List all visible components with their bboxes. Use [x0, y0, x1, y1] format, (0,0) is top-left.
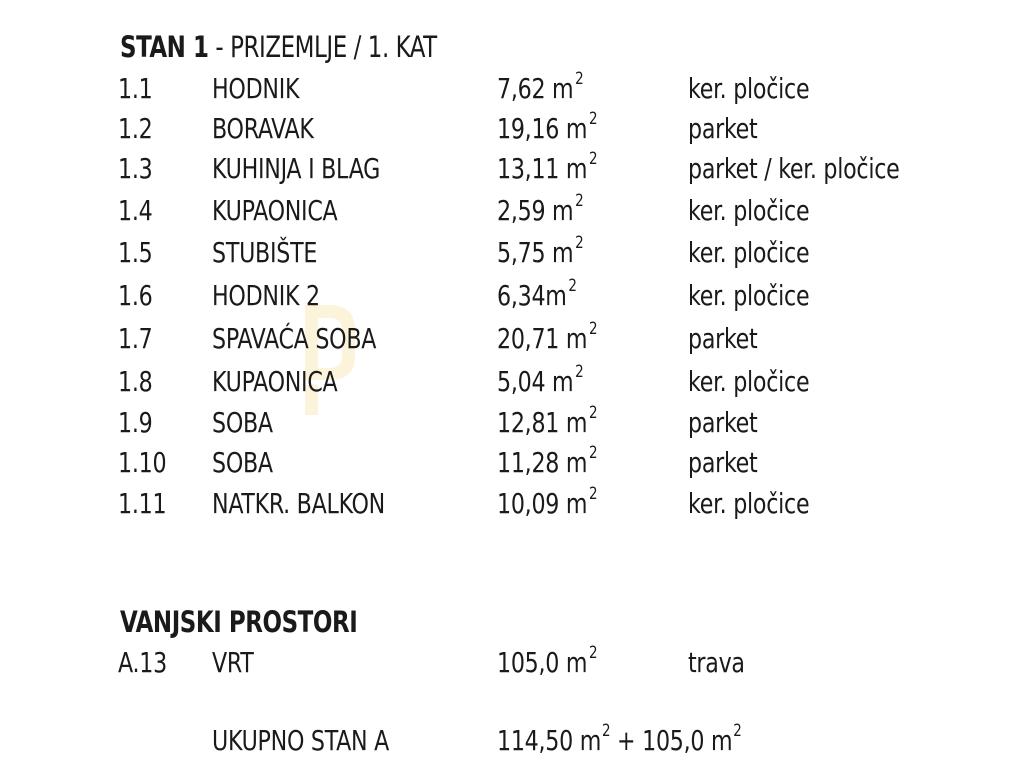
- room-area-value: 6,34m: [497, 279, 567, 312]
- room-area: [497, 402, 598, 439]
- room-area-value: 19,16 m: [497, 112, 588, 145]
- room-area-exponent: 2: [588, 148, 598, 169]
- room-name: SPAVAĆA SOBA: [212, 322, 377, 355]
- room-area-value: 5,04 m: [497, 365, 574, 398]
- room-area: [497, 318, 598, 355]
- room-area-exponent: 2: [575, 361, 584, 382]
- room-material: parket: [688, 446, 758, 479]
- room-area-value: 105,0 m: [497, 646, 588, 679]
- room-area: [497, 642, 598, 679]
- room-material: ker. pločice: [688, 194, 810, 227]
- room-material: parket: [688, 112, 758, 145]
- room-area: [497, 442, 598, 479]
- room-area-value: 5,75 m: [497, 236, 574, 269]
- table-row: [0, 642, 1024, 682]
- room-area: [497, 68, 584, 105]
- room-area-exponent: 2: [588, 483, 598, 504]
- room-name: HODNIK: [212, 72, 300, 105]
- room-area-exponent: 2: [588, 642, 598, 663]
- room-name: SOBA: [212, 446, 273, 479]
- room-area: [497, 232, 584, 269]
- room-number: 1.1: [118, 72, 153, 105]
- room-area: [497, 361, 584, 398]
- room-area-value: 2,59 m: [497, 194, 574, 227]
- room-name: VRT: [212, 646, 254, 679]
- room-area-value: 20,71 m: [497, 322, 588, 355]
- table-row: [0, 108, 1024, 148]
- room-area-exponent: 2: [575, 68, 584, 89]
- room-number: A.13: [118, 646, 167, 679]
- room-number: 1.2: [118, 112, 153, 145]
- table-row: [0, 275, 1024, 315]
- room-name: SOBA: [212, 406, 273, 439]
- total-area-plus: + 105,0 m: [610, 724, 733, 757]
- room-material: parket: [688, 406, 758, 439]
- room-material: ker. pločice: [688, 72, 810, 105]
- room-area: [497, 108, 598, 145]
- room-name: HODNIK 2: [212, 279, 320, 312]
- section1-title-strong: STAN 1: [120, 30, 209, 64]
- table-row: [0, 361, 1024, 401]
- table-row: [0, 483, 1024, 523]
- room-area-exponent: 2: [575, 232, 584, 253]
- total-label: UKUPNO STAN A: [212, 724, 389, 757]
- room-number: 1.10: [118, 446, 167, 479]
- room-area-exponent: 2: [568, 275, 577, 296]
- room-area-value: 12,81 m: [497, 406, 588, 439]
- total-area: [497, 720, 742, 757]
- room-material: trava: [688, 646, 745, 679]
- room-material: ker. pločice: [688, 236, 810, 269]
- room-area-value: 11,28 m: [497, 446, 588, 479]
- watermark-logo: [300, 300, 360, 420]
- section1-title-rest: - PRIZEMLJE / 1. KAT: [208, 30, 437, 64]
- room-area-exponent: 2: [588, 318, 598, 339]
- room-material: ker. pločice: [688, 279, 810, 312]
- table-row: [0, 148, 1024, 188]
- room-number: 1.11: [118, 487, 167, 520]
- total-area-exp2: 2: [733, 720, 742, 741]
- table-row: [0, 442, 1024, 482]
- total-area-part1: 114,50 m: [497, 724, 602, 757]
- room-number: 1.9: [118, 406, 153, 439]
- room-material: parket: [688, 322, 758, 355]
- table-row: [0, 190, 1024, 230]
- room-number: 1.6: [118, 279, 153, 312]
- room-name: STUBIŠTE: [212, 236, 318, 269]
- room-name: KUPAONICA: [212, 194, 338, 227]
- table-row: [0, 318, 1024, 358]
- room-number: 1.7: [118, 322, 153, 355]
- room-material: ker. pločice: [688, 487, 810, 520]
- table-row: [0, 402, 1024, 442]
- room-area-value: 7,62 m: [497, 72, 574, 105]
- room-name: KUHINJA I BLAG: [212, 152, 381, 185]
- room-area-exponent: 2: [575, 190, 584, 211]
- total-area-exp1: 2: [601, 720, 611, 741]
- room-area-exponent: 2: [588, 402, 598, 423]
- room-number: 1.8: [118, 365, 153, 398]
- room-area-value: 13,11 m: [497, 152, 588, 185]
- room-area: [497, 483, 598, 520]
- total-row: [0, 720, 1024, 760]
- room-area: [497, 148, 598, 185]
- section2-title-text: VANJSKI PROSTORI: [120, 605, 358, 639]
- room-name: NATKR. BALKON: [212, 487, 385, 520]
- room-name: BORAVAK: [212, 112, 314, 145]
- section1-title: [120, 30, 437, 64]
- room-area-exponent: 2: [588, 108, 598, 129]
- table-row: [0, 68, 1024, 108]
- room-number: 1.5: [118, 236, 153, 269]
- room-number: 1.4: [118, 194, 153, 227]
- room-number: 1.3: [118, 152, 153, 185]
- room-name: KUPAONICA: [212, 365, 338, 398]
- room-area: [497, 190, 584, 227]
- room-area-value: 10,09 m: [497, 487, 588, 520]
- section2-title: [120, 605, 357, 639]
- room-material: ker. pločice: [688, 365, 810, 398]
- room-material: parket / ker. pločice: [688, 152, 900, 185]
- room-area-exponent: 2: [588, 442, 598, 463]
- table-row: [0, 232, 1024, 272]
- room-area: [497, 275, 577, 312]
